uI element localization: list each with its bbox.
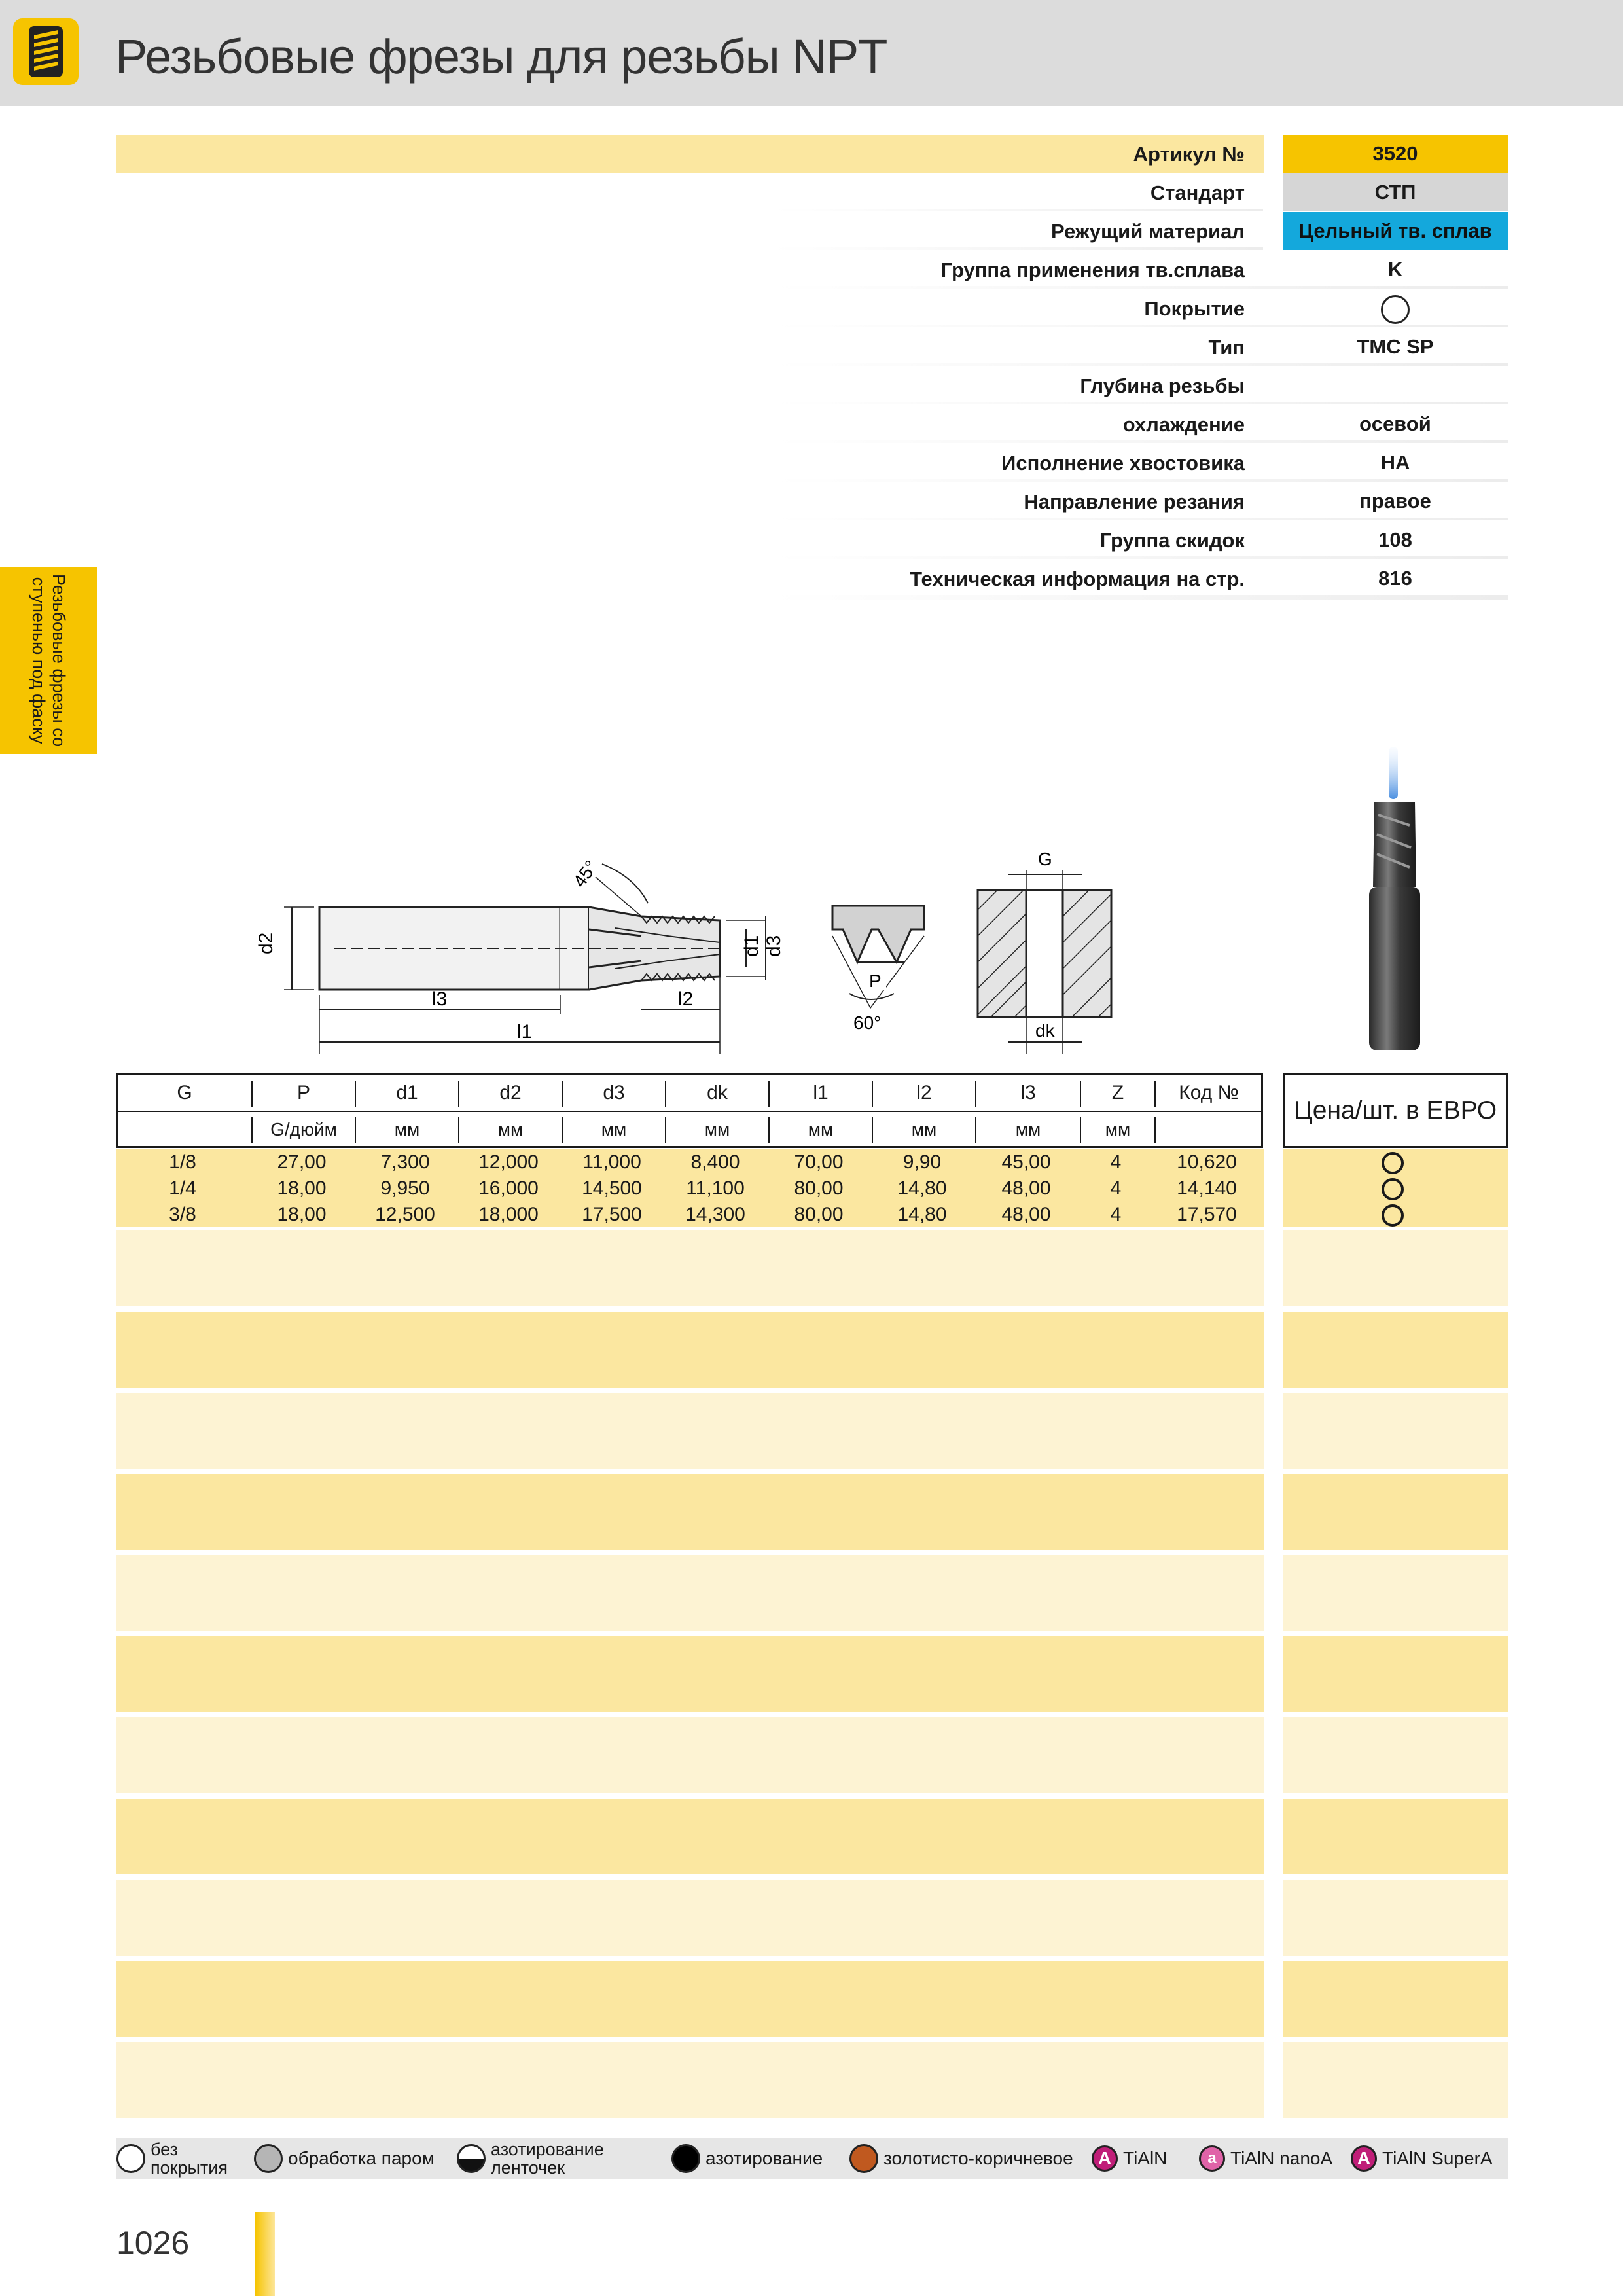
data-band	[116, 1393, 1264, 1469]
spec-label: Техническая информация на стр.	[910, 567, 1245, 590]
unit-d1: мм	[394, 1119, 420, 1139]
col-separator	[665, 1081, 666, 1107]
spec-row	[0, 482, 1623, 520]
page-marker-bar	[255, 2212, 275, 2296]
legend-label: TiAlN SuperA	[1382, 2148, 1493, 2168]
data-band	[116, 1961, 1264, 2037]
page-number: 1026	[116, 2225, 190, 2261]
dim-p-label: P	[869, 971, 882, 991]
col-header-code: Код №	[1179, 1082, 1239, 1103]
dim-d1-label: d1	[741, 935, 762, 957]
cell-code: 10,620	[1177, 1151, 1237, 1173]
col-separator	[872, 1117, 873, 1143]
thread-mill-icon	[13, 18, 79, 85]
availability-icon[interactable]	[1382, 1152, 1404, 1174]
tialn-supera-badge-icon: A	[1351, 2145, 1377, 2172]
legend-item-tialn	[1092, 2138, 1167, 2179]
spec-label: Артикул №	[1133, 143, 1245, 166]
cell-g: 3/8	[169, 1204, 196, 1225]
page-title: Резьбовые фрезы для резьбы NPT	[115, 29, 887, 84]
cell-code: 14,140	[1177, 1177, 1237, 1199]
price-band	[1283, 1636, 1508, 1712]
spec-row	[0, 135, 1623, 173]
half-filled-circle-icon	[457, 2144, 486, 2173]
cell-l3: 48,00	[1001, 1177, 1051, 1199]
spec-value: 108	[1378, 528, 1412, 551]
spec-value: HA	[1380, 451, 1410, 474]
col-separator	[251, 1081, 253, 1107]
col-separator	[1080, 1081, 1081, 1107]
availability-icon[interactable]	[1382, 1178, 1404, 1200]
row-divider	[772, 209, 1263, 211]
cell-z: 4	[1110, 1151, 1122, 1173]
price-band	[1283, 1555, 1508, 1631]
col-separator	[665, 1117, 666, 1143]
spec-label: Тип	[1208, 336, 1245, 359]
cell-d1: 7,300	[380, 1151, 430, 1173]
spec-label: Направление резания	[1024, 490, 1245, 513]
cell-d2: 16,000	[478, 1177, 539, 1199]
col-header-d1: d1	[396, 1082, 418, 1103]
legend-label: без покрытия	[151, 2140, 228, 2178]
price-band	[1283, 1312, 1508, 1388]
cell-dk: 14,300	[685, 1204, 745, 1225]
col-header-l3: l3	[1020, 1082, 1036, 1103]
cell-dk: 11,100	[686, 1177, 745, 1199]
price-column-header: Цена/шт. в ЕВРО	[1283, 1073, 1508, 1148]
spec-row	[0, 560, 1623, 598]
spec-label: Стандарт	[1150, 181, 1245, 204]
spec-row	[0, 212, 1623, 250]
cell-l1: 80,00	[794, 1204, 844, 1225]
legend-label: золотисто-коричневое	[883, 2148, 1073, 2168]
legend-item-nitrided	[671, 2138, 823, 2179]
cell-l1: 80,00	[794, 1177, 844, 1199]
unit-code	[1156, 1112, 1261, 1147]
col-header-p: P	[296, 1082, 310, 1103]
section-side-tab-label: Резьбовые фрезы со ступенью под фаску	[29, 573, 69, 747]
row-divider	[772, 598, 1508, 600]
data-band	[116, 2042, 1264, 2118]
dim-d2-label: d2	[255, 932, 277, 954]
unit-d2: мм	[497, 1119, 524, 1139]
cell-d1: 12,500	[375, 1204, 435, 1225]
cell-l2: 14,80	[897, 1204, 947, 1225]
col-separator	[768, 1117, 770, 1143]
spec-label: Группа скидок	[1099, 529, 1245, 552]
col-header-d2: d2	[499, 1082, 522, 1103]
table-row[interactable]	[116, 1202, 1263, 1228]
col-header-l1: l1	[813, 1082, 829, 1103]
spec-row	[0, 367, 1623, 404]
spec-value: Цельный тв. сплав	[1283, 212, 1508, 250]
tialn-nanoa-badge-icon: a	[1199, 2145, 1225, 2172]
col-separator	[355, 1081, 356, 1107]
price-band	[1283, 1799, 1508, 1874]
cell-g: 1/4	[169, 1177, 196, 1199]
brown-circle-icon	[849, 2144, 878, 2173]
legend-label: TiAlN nanoA	[1230, 2148, 1333, 2168]
col-separator	[458, 1117, 459, 1143]
table-row[interactable]	[116, 1149, 1263, 1175]
spec-label: Исполнение хвостовика	[1001, 452, 1245, 475]
uncoated-circle-icon	[116, 2144, 145, 2173]
coating-legend	[116, 2138, 1508, 2179]
dim-l1-label: l1	[517, 1021, 533, 1043]
steam-treated-circle-icon	[254, 2144, 283, 2173]
data-band	[116, 1636, 1264, 1712]
price-band	[1283, 1230, 1508, 1306]
cell-dk: 8,400	[690, 1151, 740, 1173]
unit-p: G/дюйм	[270, 1119, 337, 1139]
unit-g	[118, 1112, 251, 1147]
legend-item-tialn-nanoa	[1199, 2138, 1332, 2179]
col-separator	[458, 1081, 459, 1107]
cell-g: 1/8	[169, 1151, 196, 1173]
legend-item-land-nitrided	[457, 2138, 635, 2179]
col-separator	[768, 1081, 770, 1107]
spec-value: правое	[1359, 490, 1431, 512]
legend-label: обработка паром	[288, 2148, 435, 2168]
spec-value	[1283, 367, 1508, 404]
col-separator	[562, 1081, 563, 1107]
price-band	[1283, 1717, 1508, 1793]
dim-l2-label: l2	[678, 988, 694, 1010]
cell-p: 27,00	[277, 1151, 327, 1173]
cell-l1: 70,00	[794, 1151, 844, 1173]
dim-angle-label: 45°	[569, 856, 602, 891]
thread-mill-photo	[1355, 743, 1433, 1057]
spec-band	[116, 135, 1264, 173]
dim-d3-label: d3	[763, 935, 785, 957]
thread-profile-diagram	[832, 906, 924, 1008]
spec-value: 816	[1378, 567, 1412, 590]
legend-label: азотирование ленточек	[491, 2140, 604, 2178]
col-separator	[975, 1117, 976, 1143]
legend-item-gold-brown	[849, 2138, 1073, 2179]
spec-row	[0, 289, 1623, 327]
uncoated-circle-icon	[1381, 295, 1410, 324]
data-band	[116, 1717, 1264, 1793]
col-separator	[251, 1117, 253, 1143]
spec-label: Глубина резьбы	[1080, 374, 1245, 397]
unit-z: мм	[1105, 1119, 1131, 1139]
spec-row	[0, 405, 1623, 443]
cell-z: 4	[1110, 1177, 1122, 1199]
data-band	[116, 1474, 1264, 1550]
col-separator	[1154, 1081, 1156, 1107]
row-divider	[772, 247, 1263, 250]
spec-label: Группа применения тв.сплава	[940, 259, 1245, 281]
dim-l3-label: l3	[432, 988, 448, 1010]
spec-value: TMC SP	[1357, 335, 1434, 358]
spec-value	[1283, 289, 1508, 327]
cell-d2: 12,000	[478, 1151, 539, 1173]
legend-item-uncoated	[116, 2138, 228, 2179]
col-separator	[562, 1117, 563, 1143]
price-band	[1283, 2042, 1508, 2118]
table-row[interactable]	[116, 1175, 1263, 1202]
tialn-badge-icon: A	[1092, 2145, 1118, 2172]
spec-row	[0, 251, 1623, 289]
data-band	[116, 1555, 1264, 1631]
col-header-d3: d3	[603, 1082, 625, 1103]
col-header-dk: dk	[707, 1082, 728, 1103]
cell-d1: 9,950	[380, 1177, 430, 1199]
col-header-z: Z	[1111, 1082, 1124, 1103]
cell-l3: 45,00	[1001, 1151, 1051, 1173]
cell-d2: 18,000	[478, 1204, 539, 1225]
data-band	[116, 1312, 1264, 1388]
price-band	[1283, 1880, 1508, 1956]
spec-label: Покрытие	[1144, 297, 1245, 320]
spec-row	[0, 173, 1623, 211]
tool-dimension-drawing	[249, 838, 1139, 1060]
legend-item-steam	[254, 2138, 435, 2179]
black-circle-icon	[671, 2144, 700, 2173]
legend-label: азотирование	[705, 2148, 823, 2168]
unit-d3: мм	[601, 1119, 627, 1139]
cell-code: 17,570	[1177, 1204, 1237, 1225]
legend-label: TiAlN	[1123, 2148, 1168, 2168]
cell-l2: 9,90	[902, 1151, 942, 1173]
price-band	[1283, 1393, 1508, 1469]
spec-value: 3520	[1283, 135, 1508, 173]
cell-d3: 14,500	[582, 1177, 642, 1199]
col-separator	[872, 1081, 873, 1107]
cell-d3: 17,500	[582, 1204, 642, 1225]
spec-value: СТП	[1283, 173, 1508, 211]
col-separator	[1154, 1117, 1156, 1143]
cell-p: 18,00	[277, 1204, 327, 1225]
col-separator	[975, 1081, 976, 1107]
dim-g-label: G	[1038, 849, 1052, 869]
spec-row	[0, 444, 1623, 482]
table-header	[116, 1073, 1263, 1148]
unit-l3: мм	[1015, 1119, 1041, 1139]
spec-value: K	[1387, 258, 1403, 281]
spec-label: Режущий материал	[1051, 220, 1245, 243]
cell-z: 4	[1110, 1204, 1122, 1225]
legend-item-tialn-supera	[1351, 2138, 1493, 2179]
unit-l1: мм	[808, 1119, 834, 1139]
dim-60-label: 60°	[853, 1013, 882, 1033]
availability-icon[interactable]	[1382, 1204, 1404, 1227]
spec-row	[0, 328, 1623, 366]
col-separator	[1080, 1117, 1081, 1143]
data-band	[116, 1230, 1264, 1306]
page-header	[0, 0, 1623, 106]
unit-dk: мм	[704, 1119, 730, 1139]
cell-d3: 11,000	[582, 1151, 641, 1173]
price-band	[1283, 1474, 1508, 1550]
unit-l2: мм	[911, 1119, 937, 1139]
dim-dk-label: dk	[1035, 1020, 1055, 1041]
cell-l2: 14,80	[897, 1177, 947, 1199]
data-band	[116, 1880, 1264, 1956]
col-separator	[355, 1117, 356, 1143]
spec-value: осевой	[1359, 412, 1431, 435]
col-header-g: G	[177, 1082, 192, 1103]
col-header-l2: l2	[916, 1082, 932, 1103]
price-band	[1283, 1961, 1508, 2037]
spec-row	[0, 521, 1623, 559]
cell-p: 18,00	[277, 1177, 327, 1199]
data-band	[116, 1799, 1264, 1874]
spec-label: охлаждение	[1122, 413, 1245, 436]
cell-l3: 48,00	[1001, 1204, 1051, 1225]
